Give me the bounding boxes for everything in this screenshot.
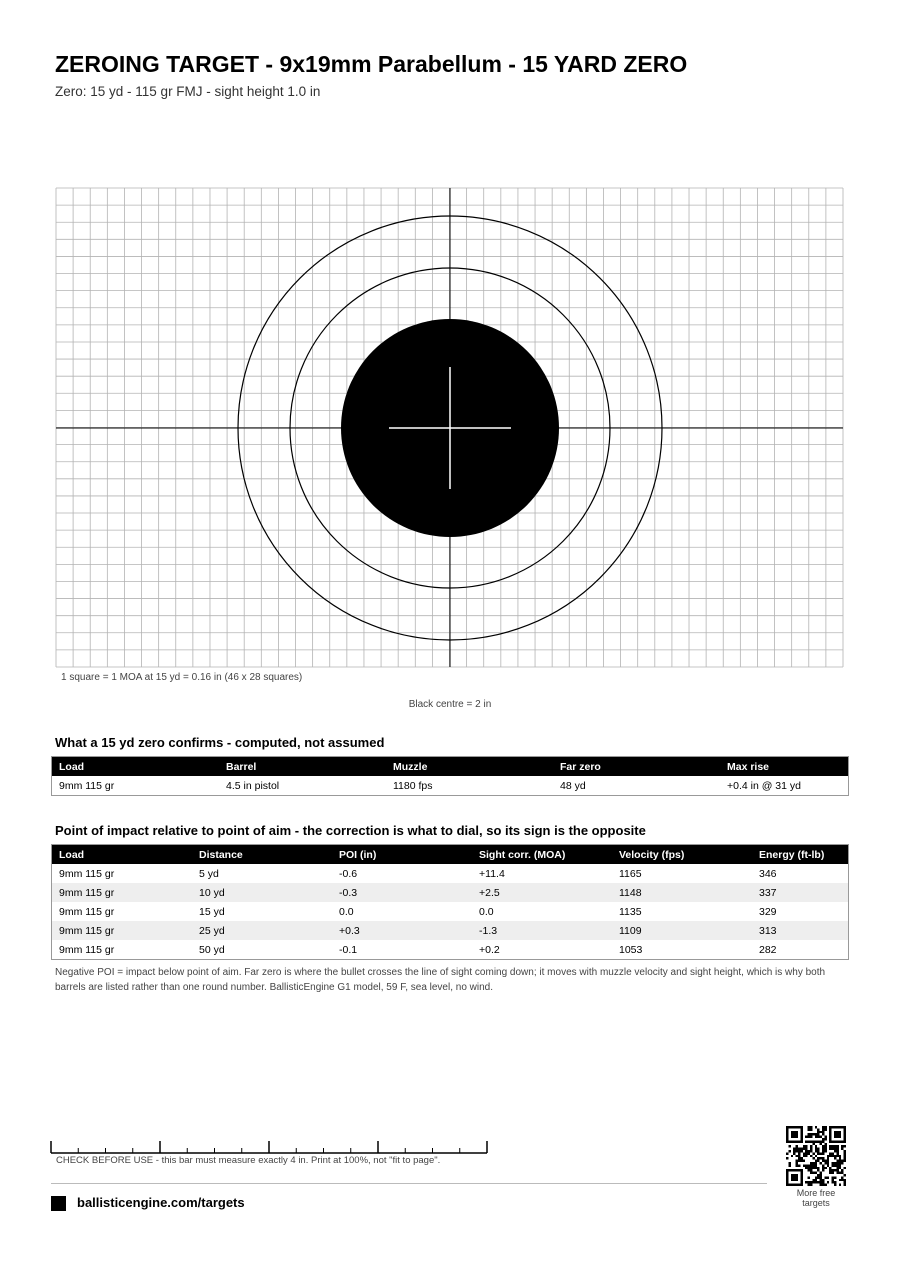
table-row — [52, 883, 849, 902]
table-cell: 4.5 in pistol — [226, 779, 280, 792]
footnote: Negative POI = impact below point of aim. Far zero is where the bullet crosses the line of sight coming down; it moves with muzzle velocity and sight height, which is why both barrels are listed rather than one round number. BallisticEngine G1 model, 59 F, sea level, no wind. — [55, 967, 826, 993]
table-cell: +11.4 — [479, 867, 505, 880]
column-header: Max rise — [720, 757, 849, 777]
zero-table — [51, 756, 849, 796]
column-header: Load — [52, 845, 193, 865]
table-cell: 9mm 115 gr — [59, 867, 115, 880]
table-cell: 329 — [759, 905, 777, 918]
table-cell: -0.3 — [332, 883, 472, 902]
table-cell: 9mm 115 gr — [59, 905, 115, 918]
table-cell: 15 yd — [199, 905, 225, 918]
column-header: Energy (ft-lb) — [752, 845, 849, 865]
table-row — [52, 864, 849, 883]
calibration-ruler — [51, 1141, 487, 1153]
table-cell: 1148 — [612, 883, 752, 902]
table-cell: +0.2 — [479, 943, 500, 956]
table-row — [52, 902, 849, 921]
table-cell: 282 — [759, 943, 777, 956]
table-cell: 0.0 — [339, 905, 354, 918]
table-cell: 25 yd — [192, 921, 332, 940]
table-cell: 9mm 115 gr — [52, 883, 193, 902]
table-cell: +0.4 in @ 31 yd — [727, 779, 801, 792]
table-cell: 48 yd — [560, 779, 586, 792]
table-cell: 5 yd — [199, 867, 219, 880]
centre-size-note: Black centre = 2 in — [408, 699, 492, 710]
column-header: Distance — [192, 845, 332, 865]
table-cell: 1053 — [619, 943, 643, 956]
table-cell: 10 yd — [192, 883, 332, 902]
table-cell: 1165 — [619, 867, 642, 880]
table-header-row — [52, 757, 849, 777]
poi-table — [51, 844, 849, 960]
grid-scale-note: 1 square = 1 MOA at 15 yd = 0.16 in (46 x 28 squares) — [61, 672, 303, 683]
table-cell: 1135 — [619, 905, 642, 918]
column-header: Far zero — [553, 757, 720, 777]
calibration-note: CHECK BEFORE USE - this bar must measure exactly 4 in. Print at 100%, not "fit to page". — [56, 1155, 441, 1166]
table-cell: +0.3 — [332, 921, 472, 940]
table-row — [52, 776, 849, 796]
table-cell: 337 — [752, 883, 849, 902]
brand-square-icon — [51, 1196, 66, 1211]
table-header-row — [52, 845, 849, 865]
column-header: Load — [52, 757, 220, 777]
table-cell: 9mm 115 gr — [59, 779, 115, 792]
table-cell: -0.1 — [339, 943, 358, 956]
poi-section-title: Point of impact relative to point of aim - the correction is what to dial, so its sign is the opposite — [55, 823, 646, 838]
table-cell: 9mm 115 gr — [59, 943, 115, 956]
table-cell: 0.0 — [479, 905, 494, 918]
qr-code-icon[interactable] — [786, 1126, 846, 1186]
zero-subtitle: Zero: 15 yd - 115 gr FMJ - sight height 1.0 in — [55, 84, 321, 99]
column-header: Sight corr. (MOA) — [472, 845, 612, 865]
table-cell: 50 yd — [199, 943, 225, 956]
footer-divider — [51, 1183, 767, 1184]
brand-link[interactable]: ballisticengine.com/targets — [77, 1195, 245, 1210]
table-cell: +2.5 — [472, 883, 612, 902]
column-header: Velocity (fps) — [612, 845, 752, 865]
table-cell: 1180 fps — [393, 779, 433, 792]
table-cell: -0.6 — [339, 867, 358, 880]
table-row — [52, 921, 849, 940]
table-cell: 346 — [759, 867, 777, 880]
column-header: Muzzle — [386, 757, 553, 777]
table-row — [52, 940, 849, 960]
table-cell: 1109 — [612, 921, 752, 940]
column-header: Barrel — [219, 757, 386, 777]
table-cell: -1.3 — [472, 921, 612, 940]
table-cell: 313 — [752, 921, 849, 940]
column-header: POI (in) — [332, 845, 472, 865]
page-title: ZEROING TARGET - 9x19mm Parabellum - 15 YARD ZERO — [55, 51, 688, 77]
zero-section-title: What a 15 yd zero confirms - computed, not assumed — [55, 735, 385, 750]
table-cell: 9mm 115 gr — [52, 921, 193, 940]
qr-label: More free targets — [796, 1188, 836, 1208]
